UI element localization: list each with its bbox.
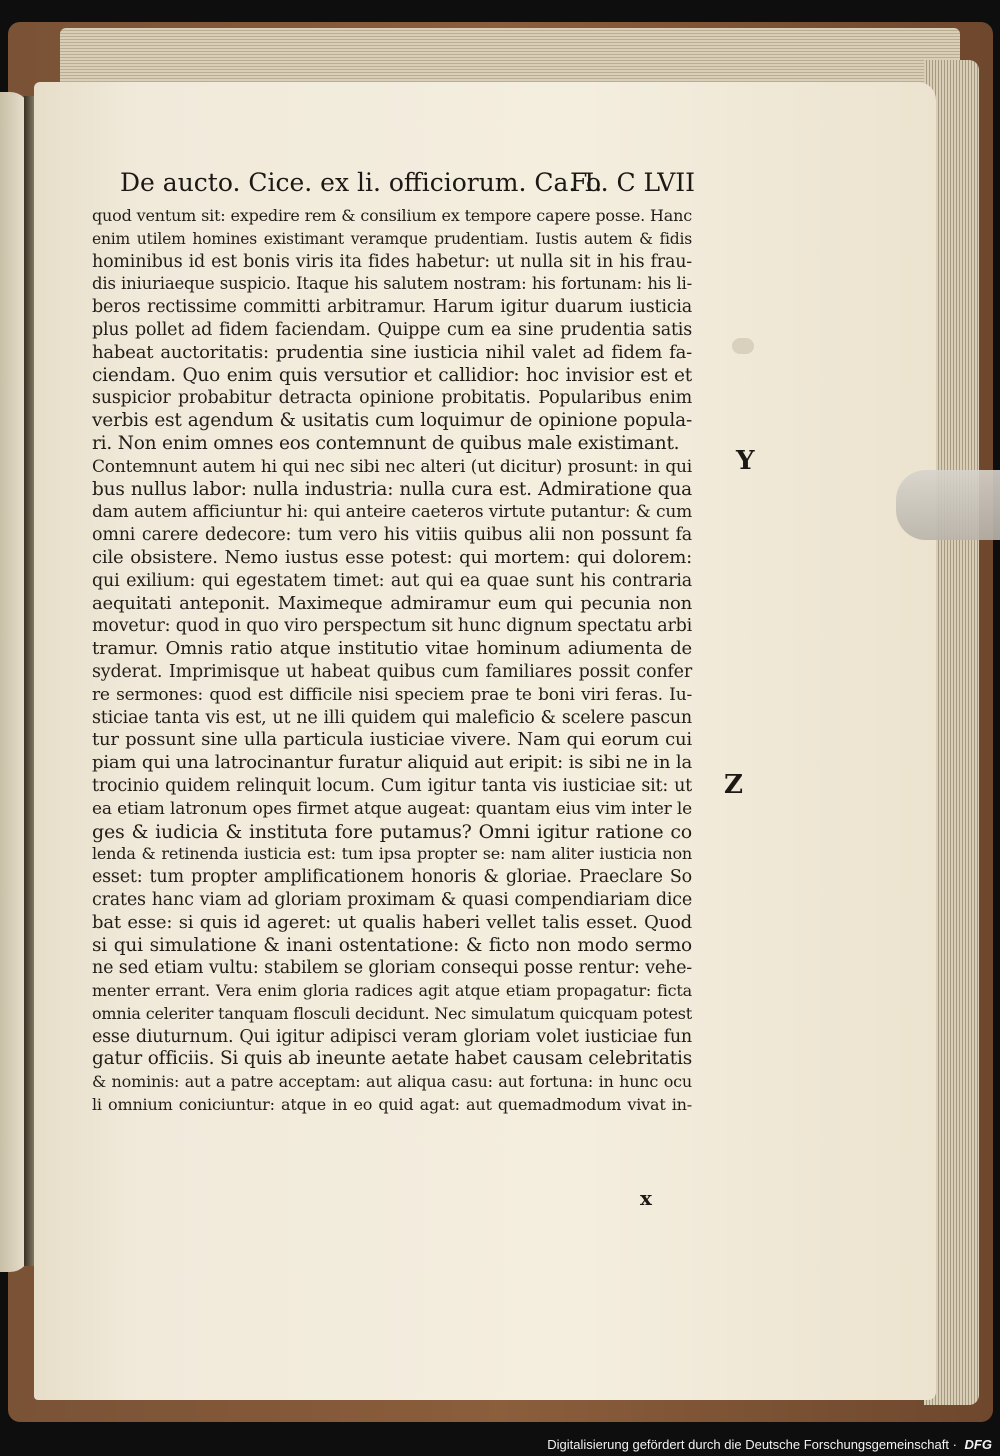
text-line: syderat. Imprimisque ut habeat quibus cum familiares possit confer	[92, 661, 692, 682]
text-block	[92, 205, 692, 1117]
text-line: ri. Non enim omnes eos contemnunt de quibus male existimant.	[92, 432, 680, 454]
text-line: quod ventum sit: expedire rem & consilium ex tempore capere posse. Hanc	[92, 206, 692, 225]
text-line: ges & iudicia & instituta fore putamus? Omni igitur ratione co	[92, 820, 692, 843]
margin-letter-y: Y	[736, 446, 755, 476]
dfg-logo: DFG	[964, 1437, 992, 1452]
text-line: enim utilem homines existimant veramque prudentiam. Iustis autem & fidis	[92, 229, 692, 248]
margin-letter-z: Z	[724, 770, 743, 800]
text-line: Contemnunt autem hi qui nec sibi nec alteri (ut dicitur) prosunt: in qui	[92, 456, 692, 477]
text-line: verbis est agendum & usitatis cum loquimur de opinione popula-	[92, 410, 692, 432]
text-line: omni carere dedecore: tum vero his vitiis quibus alii non possunt fa	[92, 525, 692, 546]
text-line: suspicior probabitur detracta opinione probitatis. Popularibus enim	[92, 388, 692, 409]
text-line: qui exilium: qui egestatem timet: aut qui ea quae sunt his contraria	[92, 570, 692, 591]
page-stain	[732, 338, 754, 354]
text-line: dis iniuriaeque suspicio. Itaque his salutem nostram: his fortunam: his li-	[92, 274, 692, 294]
page-marker-tab	[896, 470, 1000, 540]
text-line: bus nullus labor: nulla industria: nulla cura est. Admiratione qua	[92, 478, 692, 500]
text-line: beros rectissime committi arbitramur. Harum igitur duarum iusticia	[92, 297, 692, 318]
text-line: re sermones: quod est difficile nisi speciem prae te boni viri feras. Iu-	[92, 684, 692, 705]
page-edges-top	[60, 28, 960, 90]
text-line: piam qui una latrocinantur furatur aliquid aut eripit: is sibi ne in la	[92, 752, 692, 774]
text-line: tur possunt sine ulla particula iusticiae vivere. Nam qui eorum cui	[92, 729, 692, 751]
text-line: esse diuturnum. Qui igitur adipisci veram gloriam volet iusticiae fun	[92, 1026, 692, 1047]
text-line: cile obsistere. Nemo iustus esse potest: qui mortem: qui dolorem:	[92, 546, 692, 568]
text-line: plus pollet ad fidem faciendam. Quippe cum ea sine prudentia satis	[92, 319, 692, 340]
text-line: ciendam. Quo enim quis versutior et callidior: hoc invisior est et	[92, 364, 692, 386]
text-line: dam autem afficiuntur hi: qui anteire caeteros virtute putantur: & cum	[92, 502, 692, 523]
footer-credit	[547, 1437, 992, 1452]
text-line: omnia celeriter tanquam flosculi decidunt. Nec simulatum quicquam potest	[92, 1003, 692, 1023]
text-line: gatur officiis. Si quis ab ineunte aetate habet causam celebritatis	[92, 1048, 692, 1070]
signature-mark: x	[640, 1186, 652, 1210]
text-line: esset: tum propter amplificationem honoris & gloriae. Praeclare So	[92, 867, 692, 888]
text-line: ne sed etiam vultu: stabilem se gloriam consequi posse rentur: vehe-	[92, 958, 692, 979]
text-line: menter errant. Vera enim gloria radices agit atque etiam propagatur: ficta	[92, 981, 692, 1001]
text-line: sticiae tanta vis est, ut ne illi quidem qui maleficio & scelere pascun	[92, 707, 692, 728]
text-line: tramur. Omnis ratio atque institutio vitae hominum adiumenta de	[92, 638, 692, 660]
text-line: lenda & retinenda iusticia est: tum ipsa propter se: nam aliter iusticia non	[92, 844, 692, 864]
text-line: bat esse: si quis id ageret: ut qualis haberi vellet talis esset. Quod	[92, 911, 692, 933]
text-line: movetur: quod in quo viro perspectum sit hunc dignum spectatu arbi	[92, 616, 693, 637]
text-line: & nominis: aut a patre acceptam: aut aliqua casu: aut fortuna: in hunc ocu	[92, 1072, 692, 1092]
text-line: li omnium coniciuntur: atque in eo quid agat: aut quemadmodum vivat in-	[92, 1095, 692, 1115]
folio-number: Fo. C LVII	[570, 168, 695, 197]
text-line: si qui simulatione & inani ostentatione: & ficto non modo sermo	[92, 934, 692, 956]
text-line: ea etiam latronum opes firmet atque augeat: quantam eius vim inter le	[92, 798, 692, 819]
text-line: aequitati anteponit. Maximeque admiramur eum qui pecunia non	[92, 592, 692, 614]
text-line: trocinio quidem relinquit locum. Cum igitur tanta vis iusticiae sit: ut	[92, 775, 692, 796]
running-header	[120, 168, 695, 208]
text-line: habeat auctoritatis: prudentia sine iusticia nihil valet ad fidem fa-	[92, 341, 692, 363]
footer-text: Digitalisierung gefördert durch die Deutsche Forschungsgemeinschaft ·	[547, 1437, 957, 1452]
text-line: hominibus id est bonis viris ita fides habetur: ut nulla sit in his frau-	[92, 251, 692, 272]
text-line: crates hanc viam ad gloriam proximam & quasi compendiariam dice	[92, 889, 692, 910]
running-head: De aucto. Cice. ex li. officiorum. Ca. I.	[120, 168, 603, 197]
